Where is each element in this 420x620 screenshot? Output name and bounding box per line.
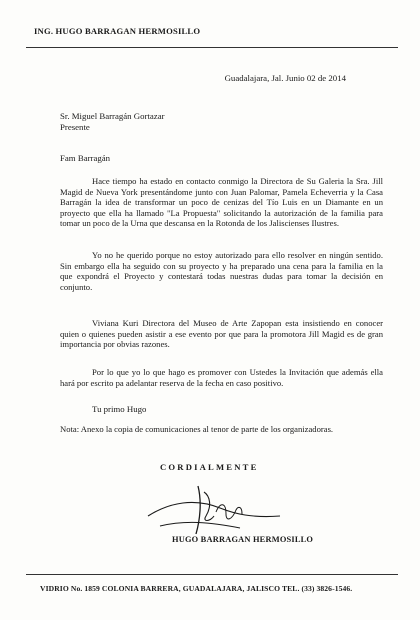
nota: Nota: Anexo la copia de comunicaciones al tenor de parte de los organizadoras. <box>60 424 334 434</box>
body-paragraph-3 <box>60 318 383 350</box>
recipient-name: Sr. Miguel Barragán Gortazar <box>60 111 165 121</box>
footer-address: VIDRIO No. 1859 COLONIA BARRERA, GUADALAJARA, JALISCO TEL. (33) 3826-1546. <box>40 584 353 593</box>
recipient-line: Presente <box>60 121 90 132</box>
signature-name: HUGO BARRAGAN HERMOSILLO <box>172 535 314 544</box>
letterhead: ING. HUGO BARRAGAN HERMOSILLO <box>34 26 201 36</box>
letter-date: Guadalajara, Jal. Junio 02 de 2014 <box>224 73 346 83</box>
paragraph-text: Viviana Kuri Directora del Museo de Arte Zapopan esta insistiendo en conocer quien o quienes pueden asistir a ese evento por que para la promotora Jill Magid es de gran importancia por obvias razones. <box>60 318 383 350</box>
closing-line: Tu primo Hugo <box>92 404 147 414</box>
paragraph-text: Por lo que yo lo que hago es promover con Ustedes la Invitación que además ella hará por escrito pa adelantar reserva de la fecha en caso positivo. <box>60 367 383 388</box>
paragraph-text: Yo no he querido porque no estoy autorizado para ello resolver en ningún sentido. Sin embargo ella ha seguido con su proyecto y ha preparado una cena para la familia en la que expondrá el Proyecto y contestará todas nuestras dudas para tomar la decisión en conjunto. <box>60 250 383 292</box>
cordial-closing: CORDIALMENTE <box>160 462 259 472</box>
handwritten-signature <box>140 472 290 540</box>
body-paragraph-1 <box>60 176 383 229</box>
body-paragraph-4 <box>60 367 383 388</box>
salutation: Fam Barragán <box>60 153 111 163</box>
body-paragraph-2 <box>60 250 383 292</box>
paragraph-text: Hace tiempo ha estado en contacto conmigo la Directora de Su Galeria la Sra. Jill Magid de Nueva York presentándome junto con Juan Palomar, Pamela Echeverria y la Casa Barragán la idea de transformar un poco de cenizas del Tío Luis en un Diamante en un proyecto que ella ha llamado "La Propuesta" solicitando la autorización de la familia para tomar un poco de la Urna que descansa en la Rotonda de los Jaliscienses Ilustres. <box>60 176 383 229</box>
recipient-block <box>60 111 165 132</box>
header-rule <box>26 47 398 48</box>
footer-rule <box>26 574 398 575</box>
